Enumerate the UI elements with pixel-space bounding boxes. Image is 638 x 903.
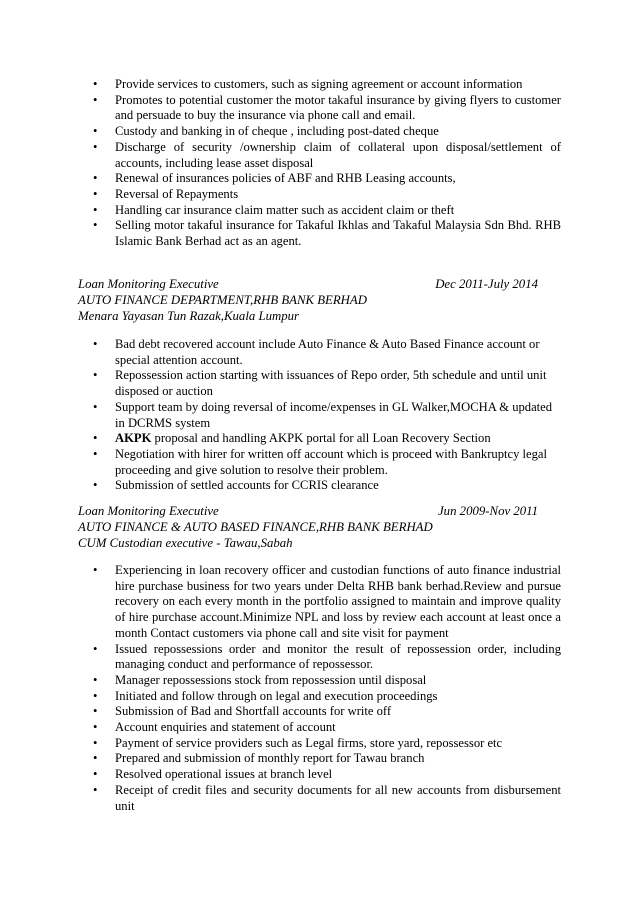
list-item: • Resolved operational issues at branch level (93, 767, 561, 783)
list-item: • Submission of Bad and Shortfall accounts for write off (93, 704, 561, 720)
akpk-bold-term: AKPK (115, 431, 152, 446)
duties-list-2 (93, 337, 561, 494)
list-item: • Negotiation with hirer for written off account which is proceed with Bankruptcy legal proceeding and give solution to resolve their problem. (93, 447, 561, 478)
list-item: • Experiencing in loan recovery officer and custodian functions of auto finance industrial hire purchase business for two years under Delta RHB bank berhad.Review and pursue recovery on each every month in the portfolio assigned to maintain and improve quality of hire purchase account.Minimize NPL and loss by review each account at least once a month Contact customers via phone call and site visit for payment (93, 563, 561, 642)
list-item: • Discharge of security /ownership claim of collateral upon disposal/settlement of accounts, including lease asset disposal (93, 140, 561, 171)
list-item: • Bad debt recovered account include Auto Finance & Auto Based Finance account or special attention account. (93, 337, 561, 368)
job-dates: Dec 2011-July 2014 (435, 277, 538, 291)
list-item: • Manager repossessions stock from repossession until disposal (93, 673, 561, 689)
job-company: AUTO FINANCE & AUTO BASED FINANCE,RHB BANK BERHAD (78, 520, 433, 534)
job-location: Menara Yayasan Tun Razak,Kuala Lumpur (78, 309, 300, 323)
list-item: • Reversal of Repayments (93, 187, 561, 203)
list-item (93, 431, 561, 447)
list-item: • Promotes to potential customer the motor takaful insurance by giving flyers to customer and persuade to buy the insurance via phone call and email. (93, 93, 561, 124)
list-item: • Prepared and submission of monthly report for Tawau branch (93, 751, 561, 767)
list-item: • Handling car insurance claim matter such as accident claim or theft (93, 203, 561, 219)
list-item: • Account enquiries and statement of account (93, 720, 561, 736)
list-item: • Selling motor takaful insurance for Takaful Ikhlas and Takaful Malaysia Sdn Bhd. RHB Islamic Bank Berhad act as an agent. (93, 218, 561, 249)
duties-list-1 (93, 77, 561, 250)
job-title: Loan Monitoring Executive (78, 277, 219, 291)
job-header-3 (78, 503, 538, 551)
list-item: • Support team by doing reversal of income/expenses in GL Walker,MOCHA & updated in DCRMS system (93, 400, 561, 431)
job-location: CUM Custodian executive - Tawau,Sabah (78, 536, 293, 550)
list-item: • Provide services to customers, such as signing agreement or account information (93, 77, 561, 93)
job-header-2 (78, 276, 538, 324)
list-item: • Receipt of credit files and security documents for all new accounts from disbursement unit (93, 783, 561, 814)
list-item-text: proposal and handling AKPK portal for all Loan Recovery Section (154, 431, 491, 446)
duties-list-3 (93, 563, 561, 814)
list-item: • Issued repossessions order and monitor the result of repossession order, including managing conduct and performance of repossessor. (93, 642, 561, 673)
job-dates: Jun 2009-Nov 2011 (438, 504, 538, 518)
list-item: • Renewal of insurances policies of ABF and RHB Leasing accounts, (93, 171, 561, 187)
list-item: • Initiated and follow through on legal and execution proceedings (93, 689, 561, 705)
job-company: AUTO FINANCE DEPARTMENT,RHB BANK BERHAD (78, 293, 367, 307)
job-title: Loan Monitoring Executive (78, 504, 219, 518)
list-item: • Payment of service providers such as Legal firms, store yard, repossessor etc (93, 736, 561, 752)
list-item: • Submission of settled accounts for CCRIS clearance (93, 478, 561, 494)
list-item: • Custody and banking in of cheque , including post-dated cheque (93, 124, 561, 140)
list-item: • Repossession action starting with issuances of Repo order, 5th schedule and until unit disposed or auction (93, 368, 561, 399)
